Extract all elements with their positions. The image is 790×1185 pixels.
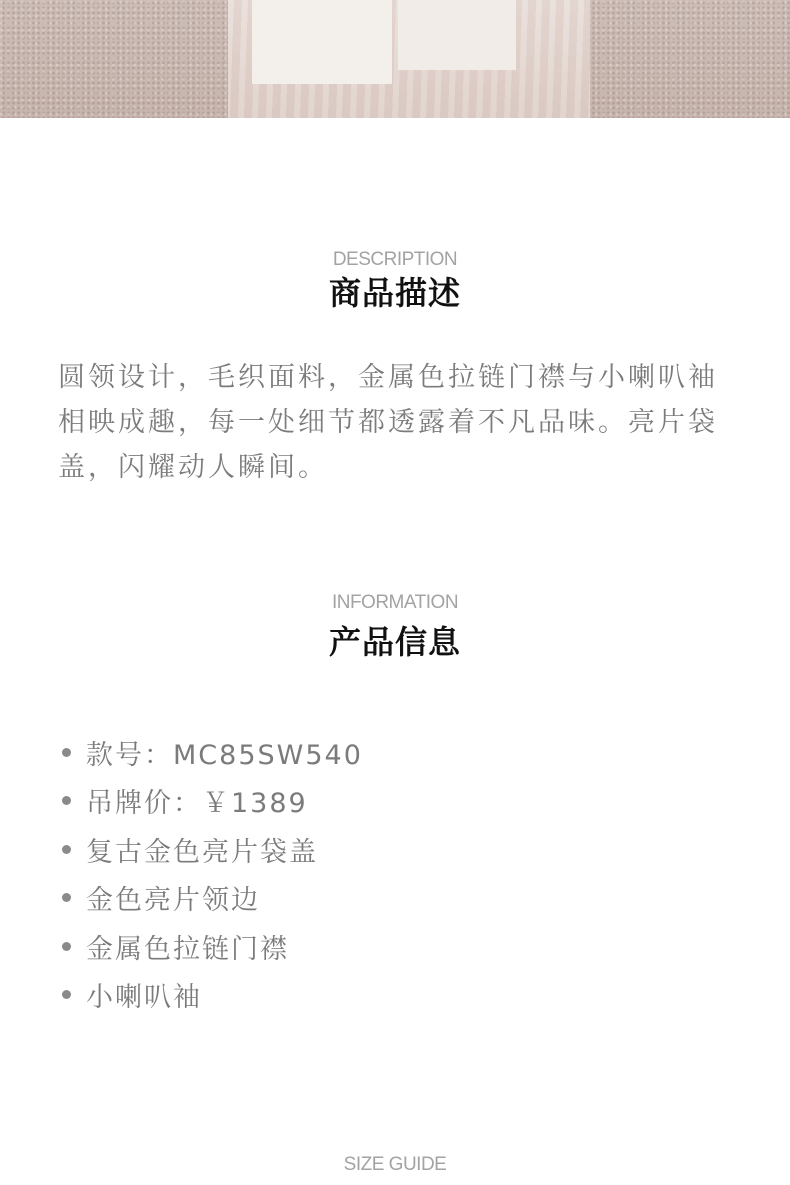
info-list-item: [58, 922, 363, 971]
product-description-text: 圆领设计，毛织面料，金属色拉链门襟与小喇叭袖相映成趣，每一处细节都透露着不凡品味。亮片袋盖，闪耀动人瞬间。: [58, 362, 718, 483]
bullet-icon: [62, 796, 71, 805]
info-list-item: [58, 825, 363, 874]
bullet-icon: [62, 942, 71, 951]
info-list-item: [58, 777, 363, 826]
description-section-title: 商品描述: [328, 274, 461, 312]
info-list-item: [58, 874, 363, 923]
garment-panel-graphic: [398, 0, 516, 70]
bullet-icon: [62, 990, 71, 999]
description-section-label: DESCRIPTION: [332, 249, 458, 270]
info-item-text: 金色亮片领边: [86, 885, 260, 917]
bullet-icon: [62, 845, 71, 854]
info-item-text: 小喇叭袖: [86, 982, 202, 1014]
info-list-item: [58, 971, 363, 1020]
bullet-icon: [62, 748, 71, 757]
info-item-text: 吊牌价：￥1389: [86, 788, 308, 820]
information-section-title: 产品信息: [328, 623, 461, 661]
information-section-label: INFORMATION: [331, 592, 459, 613]
bullet-icon: [62, 893, 71, 902]
garment-panel-graphic: [252, 0, 392, 84]
info-item-text: 款号：MC85SW540: [86, 739, 363, 771]
info-item-text: 金属色拉链门襟: [86, 933, 289, 965]
size-guide-section-label: SIZE GUIDE: [343, 1154, 447, 1175]
info-list-item: [58, 728, 363, 777]
product-info-list: [58, 728, 363, 1019]
info-item-text: 复古金色亮片袋盖: [86, 836, 318, 868]
product-hero-image: [0, 0, 790, 118]
